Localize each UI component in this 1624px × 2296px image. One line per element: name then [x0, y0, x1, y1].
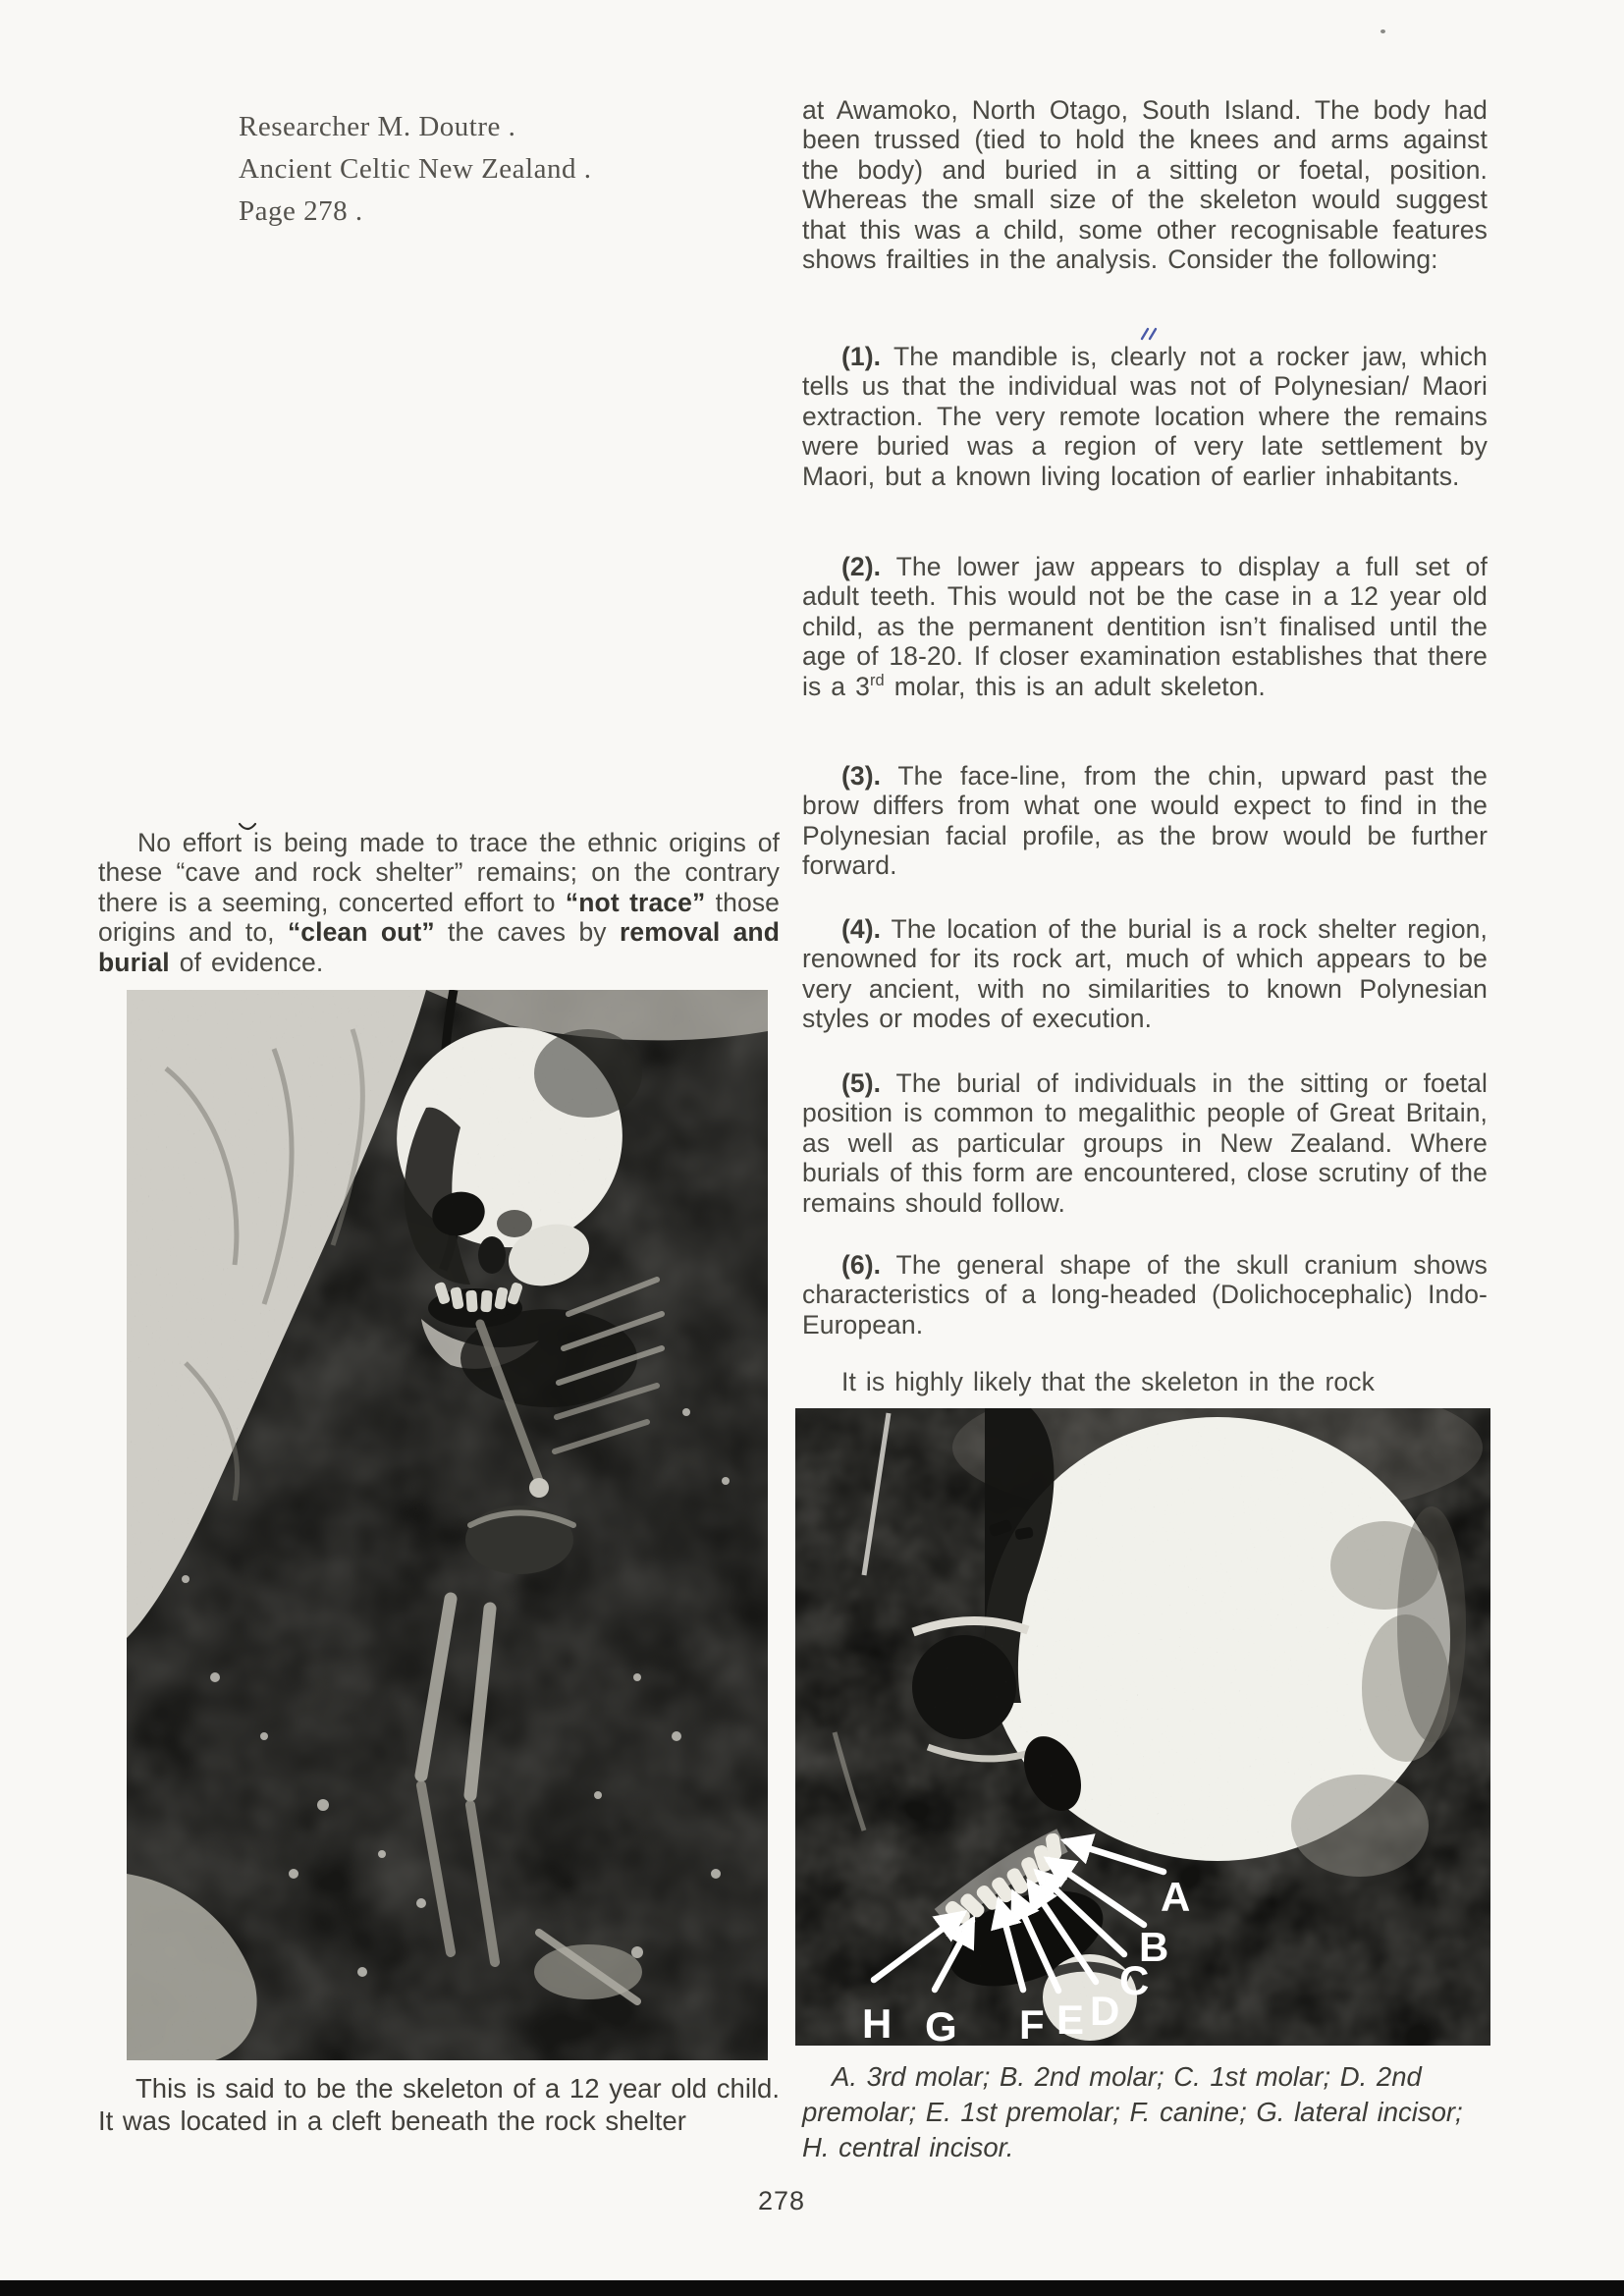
right-photo-caption: A. 3rd molar; B. 2nd molar; C. 1st molar; D. 2nd premolar; E. 1st premolar; F. canine; G. lateral incisor; H. central incisor. [802, 2061, 1463, 2162]
numbered-paragraph-6 [802, 1250, 1488, 1339]
emphasis-clean-out: “clean out” [287, 917, 435, 948]
film-grain-dark [795, 1408, 1490, 2046]
numbered-paragraph-5 [802, 1068, 1488, 1218]
emphasis-removal-burial: removal and burial [98, 917, 781, 977]
pen-mark-tick [1139, 326, 1161, 342]
paragraph-text: the caves by [434, 917, 620, 948]
paragraph-number: (4). [841, 914, 882, 944]
header-line-book-title: Ancient Celtic New Zealand . [239, 153, 592, 185]
numbered-paragraph-3 [802, 761, 1488, 881]
ordinal-superscript: rd [869, 671, 885, 689]
paragraph-text: molar, this is an adult skeleton. [884, 671, 1266, 701]
right-photo-skull-teeth [795, 1408, 1490, 2046]
header-line-researcher: Researcher M. Doutre . [239, 111, 516, 142]
continuation-paragraph: at Awamoko, North Otago, South Island. The body had been trussed (tied to hold the knees and arms against the body) and buried in a sitting or foetal, position. Whereas the small size of the skeleton would suggest that this was a child, some other recognisable features shows frailties in the analysis. Consider the following: [802, 95, 1488, 275]
left-paragraph [98, 828, 780, 977]
paragraph-text: The mandible is, clearly not a rocker jaw, which tells us that the individual was not of Polynesian/ Maori extraction. The very remote location where the remains were buried was a region of very late settlement by Maori, but a known living location of earlier inhabitants. [802, 342, 1488, 491]
paragraph-text: those origins and to, [98, 887, 781, 948]
skeleton-illustration [127, 990, 768, 2060]
skull-teeth-illustration [795, 1408, 1490, 2046]
paragraph-text: The lower jaw appears to display a full set of adult teeth. This would not be the case in a 12 year old child, as the permanent dentition isn’t finalised until the age of 18-20. If closer examination establishes that there is a 3 [802, 552, 1488, 701]
numbered-paragraph-4 [802, 914, 1488, 1034]
film-grain-dark [127, 990, 768, 2060]
scan-edge-bar [0, 2280, 1624, 2296]
page-number: 278 [757, 2186, 806, 2215]
closing-line: It is highly likely that the skeleton in the rock [841, 1367, 1375, 1396]
page-header [239, 106, 591, 233]
numbered-paragraph-2 [802, 552, 1488, 701]
paragraph-number: (2). [841, 552, 882, 581]
scan-speck [1380, 29, 1385, 33]
header-line-page-ref: Page 278 . [239, 195, 363, 227]
emphasis-not-trace: “not trace” [565, 887, 706, 917]
paragraph-text: The face-line, from the chin, upward past the brow differs from what one would expect to find in the Polynesian facial profile, as the brow would be further forward. [802, 761, 1488, 881]
paragraph-number: (5). [841, 1068, 882, 1098]
left-photo-caption: This is said to be the skeleton of a 12 year old child. It was located in a cleft beneath the rock shelter [98, 2073, 780, 2136]
paragraph-number: (6). [841, 1250, 882, 1280]
paragraph-text: The general shape of the skull cranium shows characteristics of a long-headed (Dolichocephalic) Indo-European. [802, 1250, 1488, 1339]
numbered-paragraph-1 [802, 342, 1488, 491]
paragraph-text: The burial of individuals in the sitting or foetal position is common to megalithic people of Great Britain, as well as particular groups in New Zealand. Where burials of this form are encountered, close scrutiny of the remains should follow. [802, 1068, 1488, 1218]
paragraph-text: No effort is being made to trace the ethnic origins of these “cave and rock shelter” remains; on the contrary there is a seeming, concerted effort to [98, 828, 780, 917]
paragraph-text: of evidence. [169, 947, 324, 977]
paragraph-number: (3). [841, 761, 882, 791]
paragraph-number: (1). [841, 342, 882, 371]
left-photo-skeleton-in-cleft [127, 990, 768, 2060]
paragraph-text: The location of the burial is a rock shelter region, renowned for its rock art, much of which appears to be very ancient, with no similarities to known Polynesian styles or modes of execution. [802, 914, 1488, 1034]
